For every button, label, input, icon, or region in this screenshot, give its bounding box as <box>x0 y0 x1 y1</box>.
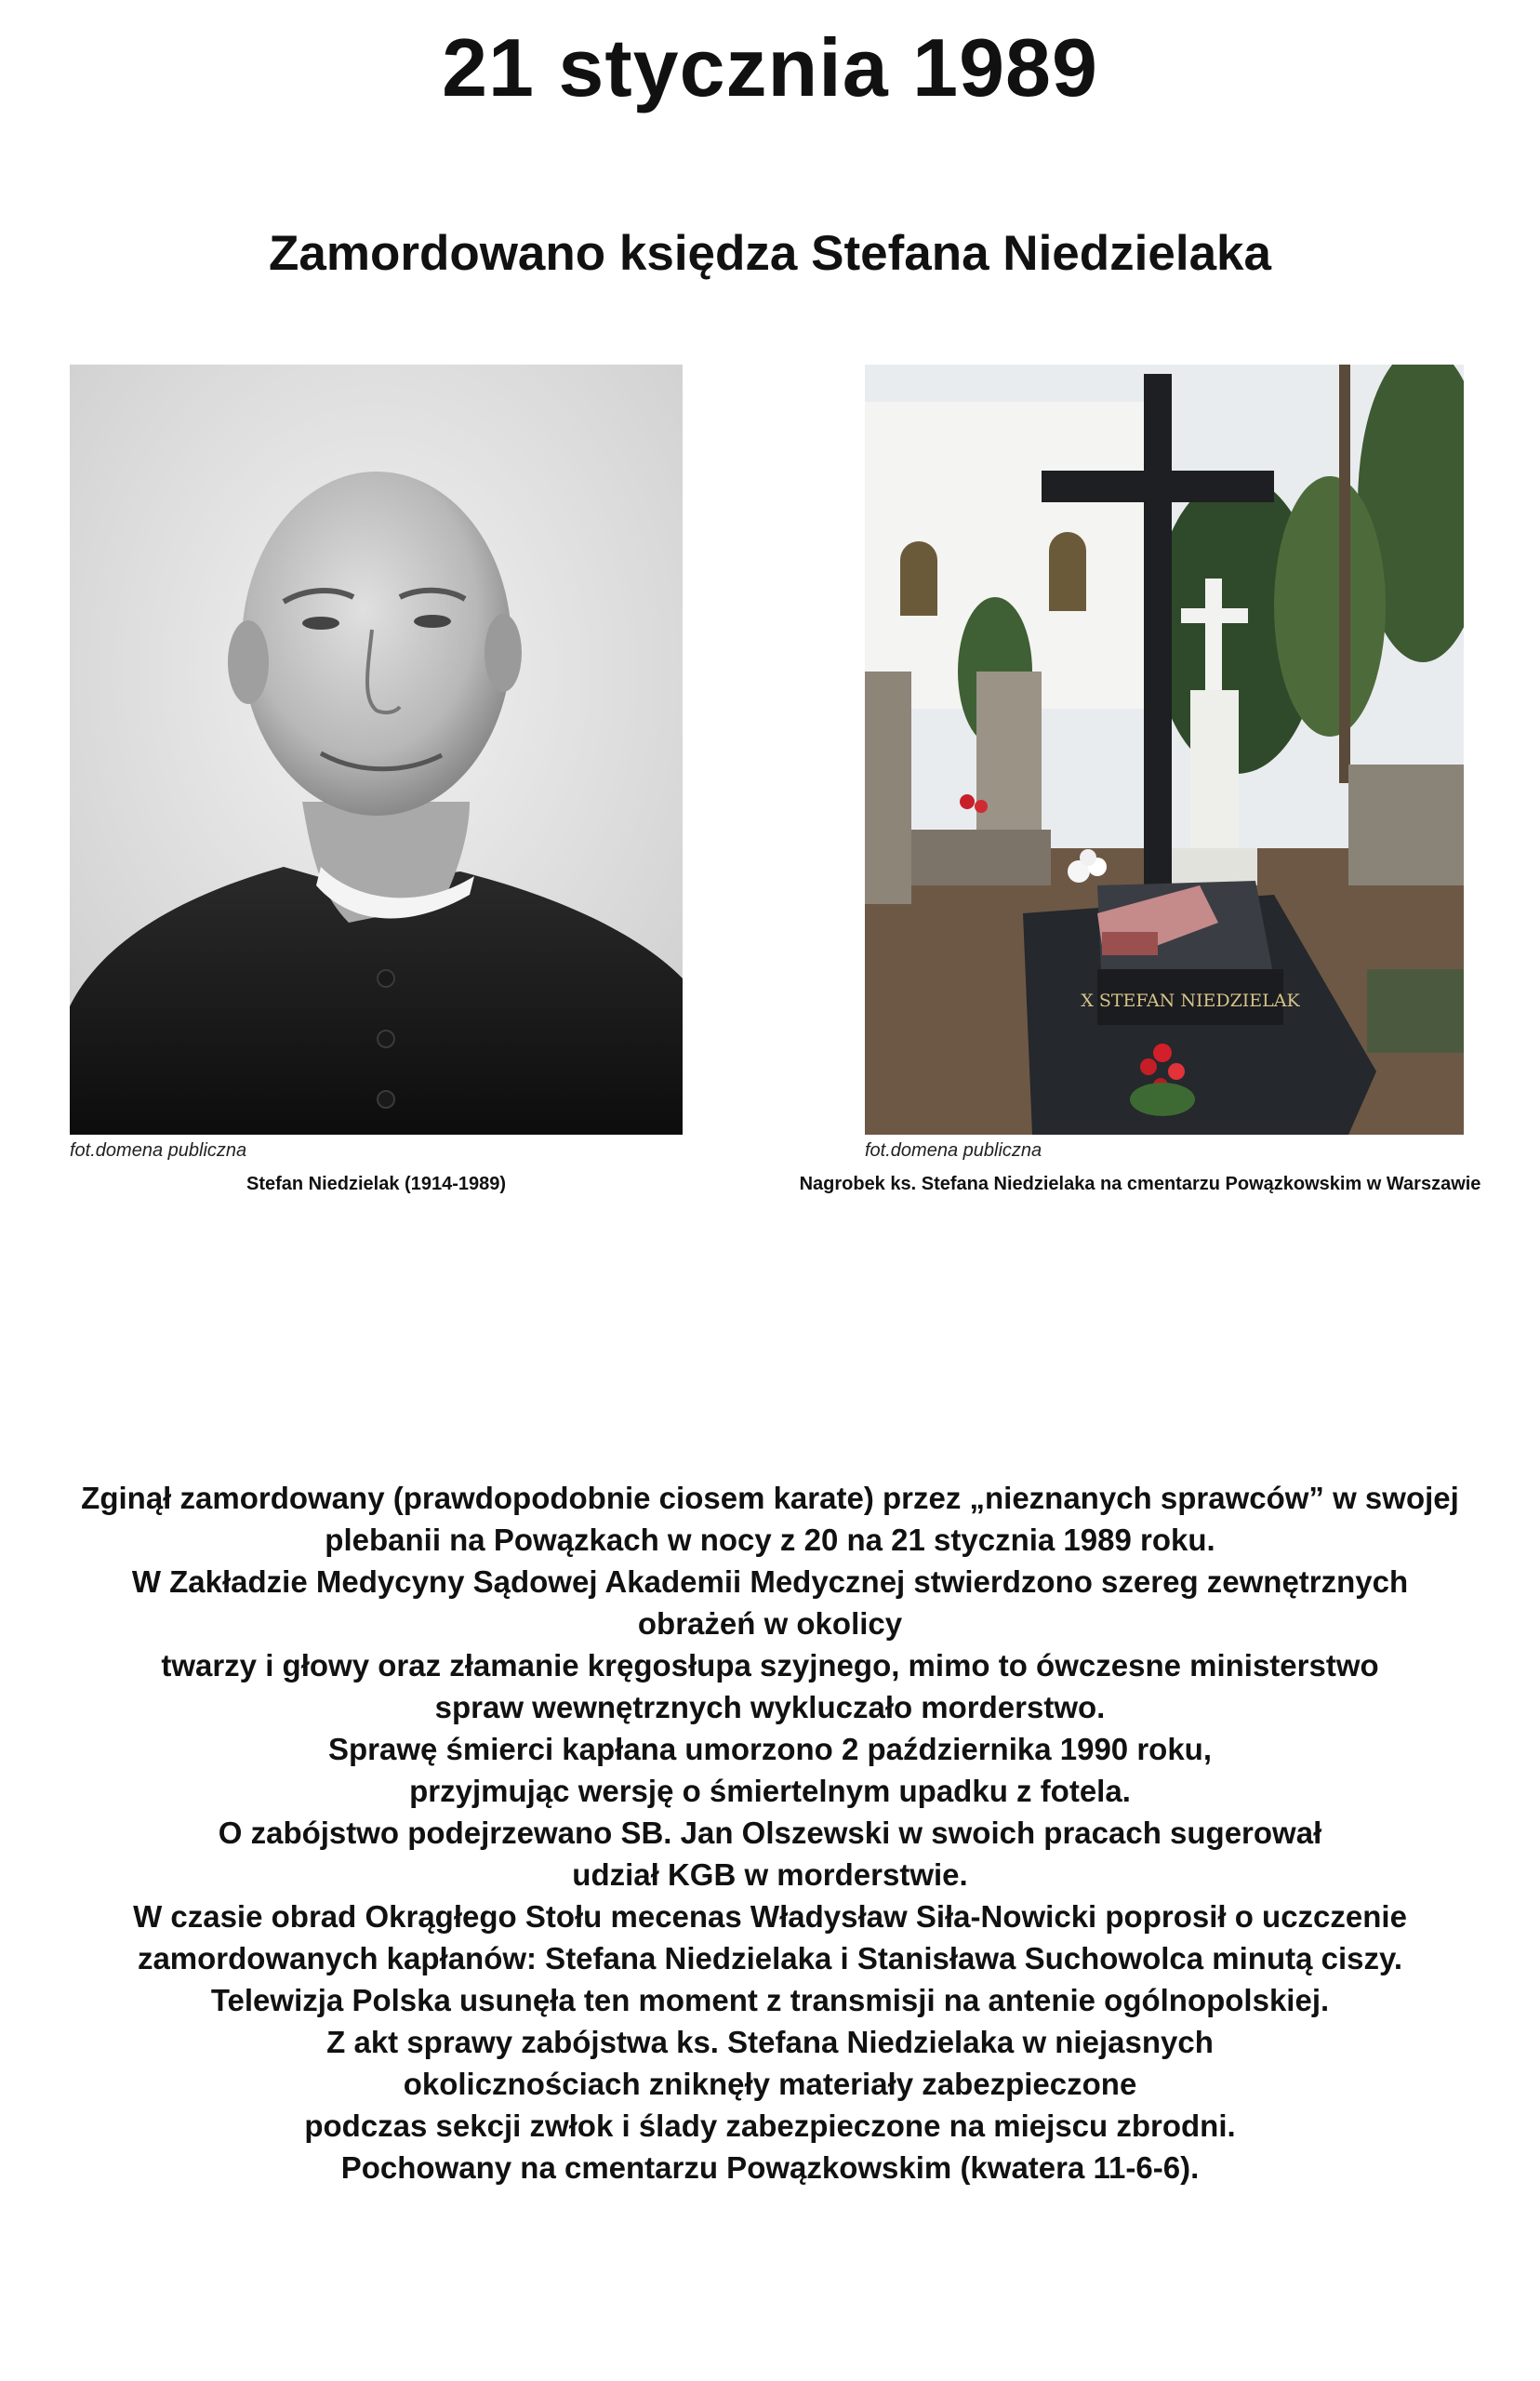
article-line: Pochowany na cmentarzu Powązkowskim (kwatera 11-6-6). <box>340 2150 1200 2185</box>
article-line: plebanii na Powązkach w nocy z 20 na 21 stycznia 1989 roku. <box>325 1523 1215 1557</box>
photo-credit-left: fot.domena publiczna <box>70 1140 247 1161</box>
article-line: W Zakładzie Medycyny Sądowej Akademii Medycznej stwierdzono szereg zewnętrznych <box>131 1564 1409 1599</box>
photo-caption-left: Stefan Niedzielak (1914-1989) <box>246 1174 507 1194</box>
article-line: obrażeń w okolicy <box>637 1606 903 1641</box>
article-line: twarzy i głowy oraz złamanie kręgosłupa szyjnego, mimo to ówczesne ministerstwo <box>161 1648 1379 1683</box>
article-line: udział KGB w morderstwie. <box>572 1857 968 1892</box>
article-line: Sprawę śmierci kapłana umorzono 2 października 1990 roku, <box>327 1732 1213 1766</box>
photo-caption-right: Nagrobek ks. Stefana Niedzielaka na cmentarzu Powązkowskim w Warszawie <box>799 1174 1481 1194</box>
grave-photo <box>865 365 1464 1135</box>
article-line: zamordowanych kapłanów: Stefana Niedzielaka i Stanisława Suchowolca minutą ciszy. <box>137 1941 1403 1975</box>
page-subtitle: Zamordowano księdza Stefana Niedzielaka <box>268 226 1271 281</box>
grave-plaque-text: X STEFAN NIEDZIELAK <box>1081 991 1300 1011</box>
article-line: okolicznościach zniknęły materiały zabezpieczone <box>403 2067 1137 2101</box>
article-line: W czasie obrad Okrągłego Stołu mecenas Władysław Siła-Nowicki poprosił o uczczenie <box>133 1899 1407 1934</box>
article-line: Telewizja Polska usunęła ten moment z transmisji na antenie ogólnopolskiej. <box>210 1983 1330 2017</box>
photo-credit-right: fot.domena publiczna <box>865 1140 1042 1161</box>
article-line: O zabójstwo podejrzewano SB. Jan Olszewski w swoich pracach sugerował <box>218 1816 1322 1850</box>
article-line: Z akt sprawy zabójstwa ks. Stefana Niedzielaka w niejasnych <box>326 2025 1214 2059</box>
article-line: przyjmując wersję o śmiertelnym upadku z fotela. <box>409 1774 1131 1808</box>
page-title: 21 stycznia 1989 <box>442 21 1098 113</box>
portrait-photo <box>70 365 683 1135</box>
article-line: Zginął zamordowany (prawdopodobnie ciosem karate) przez „nieznanych sprawców” w swojej <box>81 1481 1459 1515</box>
article-body <box>28 1477 1512 2188</box>
article-line: spraw wewnętrznych wykluczało morderstwo. <box>434 1690 1106 1724</box>
article-line: podczas sekcji zwłok i ślady zabezpieczone na miejscu zbrodni. <box>304 2108 1236 2143</box>
